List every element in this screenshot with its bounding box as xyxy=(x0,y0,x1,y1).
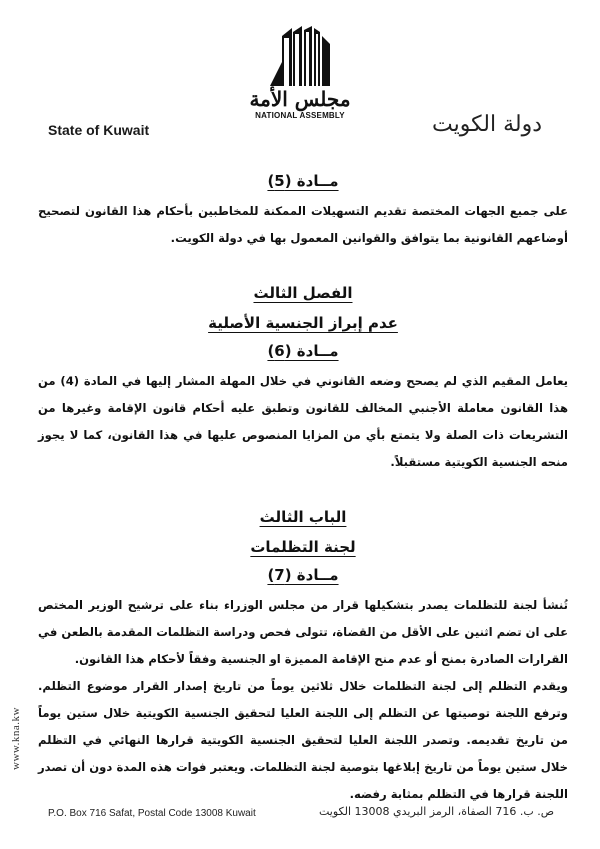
footer-address-arabic: ص. ب. 716 الصفاة، الرمز البريدي 13008 الكويت xyxy=(318,805,554,818)
article-7-paragraph-1: تُنشأ لجنة للتظلمات يصدر بتشكيلها قرار من مجلس الوزراء بناء على ترشيح الوزير المختص على ان تضم اثنين على الأقل من القضاة، تتولى فحص ودراسة التظلمات المقدمة بالطعن في القرارات الصادرة بمنح أو عدم منح الإقامة المميزة او الجنسية وفقاً لأحكام هذا القانون. xyxy=(38,598,568,666)
letterhead xyxy=(0,0,600,150)
footer-address-english: P.O. Box 716 Safat, Postal Code 13008 Kuwait xyxy=(48,808,256,819)
document-body xyxy=(38,160,568,808)
article-6-text: يعامل المقيم الذي لم يصحح وضعه القانوني في خلال المهلة المشار إليها في المادة (4) من هذا القانون معاملة الأجنبي المخالف للقانون وتطبق عليه أحكام قانون الإقامة وغيرها من التشريعات ذات الصلة ولا يتمتع بأي من المزايا المنصوص عليها في هذا القانون، كما لا يجوز منحه الجنسية الكويتية مستقبلاً. xyxy=(38,374,568,469)
website-url: www.kna.kw xyxy=(10,707,22,770)
logo-english-text: NATIONAL ASSEMBLY xyxy=(255,111,345,120)
national-assembly-logo xyxy=(230,22,370,140)
chapter-3-heading: الفصل الثالث xyxy=(253,284,353,302)
state-name-english: State of Kuwait xyxy=(48,122,150,138)
chapter-3-title: عدم إبراز الجنسية الأصلية xyxy=(208,314,398,332)
logo-arabic-text: مجلس الأمة xyxy=(249,87,351,111)
article-7-paragraph-2: ويقدم التظلم إلى لجنة التظلمات خلال ثلاثين يوماً من تاريخ إصدار القرار موضوع التظلم. وترفع اللجنة توصيتها عن التظلم إلى اللجنة العليا لتحقيق الجنسية الكويتية خلال ستين يوماً من تاريخ تقديمه. وتصدر اللجنة العليا لتحقيق الجنسية الكويتية قرارها النهائي في التظلم خلال ستين يوماً من تاريخ إبلاغها بتوصية لجنة التظلمات. ويعتبر فوات هذه المدة دون أن تصدر اللجنة قرارها في التظلم بمثابة رفضه. xyxy=(38,679,568,801)
part-3-title: لجنة التظلمات xyxy=(250,538,356,556)
article-7-heading: مــادة (7) xyxy=(267,566,339,584)
part-3-heading: الباب الثالث xyxy=(259,508,347,526)
article-6-heading: مــادة (6) xyxy=(267,342,339,360)
article-5-text: على جميع الجهات المختصة تقديم التسهيلات الممكنة للمخاطبين بأحكام هذا القانون لتصحيح أوضاعهم القانونية بما يتوافق والقوانين المعمول بها في دولة الكويت. xyxy=(38,204,568,245)
article-5-heading: مــادة (5) xyxy=(267,172,339,190)
assembly-building-icon xyxy=(262,22,338,88)
state-name-arabic: دولة الكويت xyxy=(432,112,542,137)
